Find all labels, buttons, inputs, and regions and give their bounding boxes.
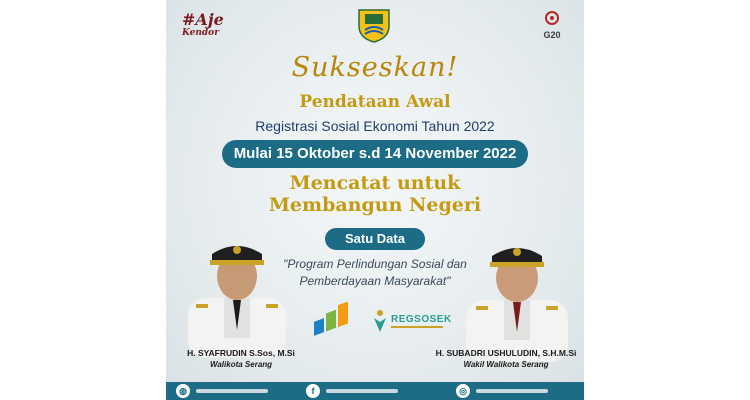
social-facebook-text-blur <box>326 389 398 393</box>
mayor-photo <box>178 218 296 358</box>
facebook-icon: f <box>306 384 320 398</box>
instagram-icon: ◎ <box>456 384 470 398</box>
program-line2: Pemberdayaan Masyarakat" <box>299 274 451 288</box>
social-website <box>176 384 268 398</box>
social-footer <box>166 382 584 400</box>
hashtag-logo <box>182 12 234 38</box>
mencatat-heading <box>166 172 584 216</box>
pendataan-heading: Pendataan Awal <box>299 92 451 112</box>
date-range-badge: Mulai 15 Oktober s.d 14 November 2022 <box>222 140 528 168</box>
vice-mayor-title: Wakil Walikota Serang <box>463 360 549 369</box>
regsosek-emblem-icon <box>371 308 389 334</box>
mencatat-line1: Mencatat untuk <box>289 172 461 194</box>
regsosek-underline <box>391 326 443 328</box>
mayor-title: Walikota Serang <box>209 360 273 369</box>
mayor-name: H. SYAFRUDIN S.Sos, M.Si <box>187 348 295 358</box>
city-crest-icon <box>355 6 393 44</box>
social-facebook <box>306 384 398 398</box>
vice-mayor-name: H. SUBADRI USHULUDIN, S.H.M.Si <box>435 348 577 358</box>
hashtag-line2: Kendor <box>182 28 219 38</box>
g20-label: G20 <box>543 30 561 40</box>
g20-emblem-icon <box>538 10 566 30</box>
social-instagram <box>456 384 548 398</box>
globe-icon: ◍ <box>176 384 190 398</box>
program-line1: "Program Perlindungan Sosial dan <box>283 257 467 271</box>
sukseskan-heading: Sukseskan! <box>291 52 459 83</box>
g20-logo <box>538 10 566 46</box>
mencatat-line2: Membangun Negeri <box>268 194 482 216</box>
regsosek-wordmark: REGSOSEK <box>391 314 452 325</box>
regsosek-logo <box>371 306 451 336</box>
social-website-text-blur <box>196 389 268 393</box>
poster <box>166 0 584 400</box>
social-instagram-text-blur <box>476 389 548 393</box>
vice-mayor-photo <box>458 222 576 362</box>
registrasi-subheading: Registrasi Sosial Ekonomi Tahun 2022 <box>255 118 495 134</box>
vice-mayor-nameplate <box>428 348 584 369</box>
bps-logo-icon <box>308 302 354 342</box>
satu-data-badge: Satu Data <box>325 228 425 250</box>
mayor-nameplate <box>166 348 316 369</box>
hashtag-line1: #Aje <box>182 10 224 29</box>
